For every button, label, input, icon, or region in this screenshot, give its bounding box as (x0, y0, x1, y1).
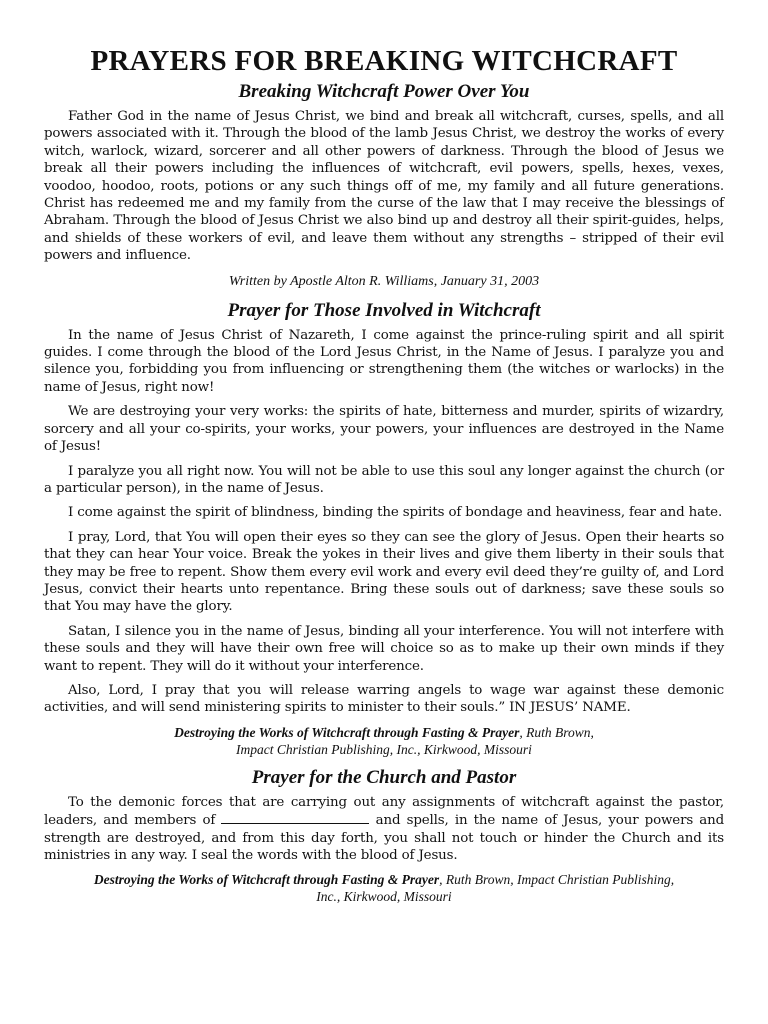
paragraph-text-after-blank: and spells, in the name of Jesus, your powers and strength are destroyed, and from this day forth, you shall not touch or hinder the Church and its ministries in any way. I seal the words with the blood of Jesus. (44, 813, 725, 863)
paragraph: Also, Lord, I pray that you will release warring angels to wage war against these demonic activities, and will send ministering spirits to minister to their souls.” IN JESUS’ NAME. (44, 682, 724, 716)
section-heading-those-involved: Prayer for Those Involved in Witchcraft (227, 299, 541, 321)
citation-author: , Ruth Brown, Impact Christian Publishing, (439, 872, 675, 888)
paragraph: In the name of Jesus Christ of Nazareth, I come against the prince-ruling spirit and all spirit guides. I come through the blood of the Lord Jesus Christ, in the Name of Jesus. I paralyze you and silence you, forbidding you from influencing or strengthening them (the witches or warlocks) in the name of Jesus, right now! (44, 327, 724, 395)
attribution: Written by Apostle Alton R. Williams, January 31, 2003 (228, 273, 540, 289)
paragraph: I paralyze you all right now. You will not be able to use this soul any longer against the church (or a particular person), in the name of Jesus. (44, 463, 724, 496)
section-heading-church-pastor: Prayer for the Church and Pastor (251, 766, 517, 788)
paragraph: We are destroying your very works: the spirits of hate, bitterness and murder, spirits of wizardry, sorcery and all your co-spirits, your works, your powers, your influences are destroyed in the Name of Jesus! (44, 404, 724, 455)
citation (44, 724, 724, 758)
citation-line-2: Impact Christian Publishing, Inc., Kirkwood, Missouri (236, 741, 532, 757)
fill-in-blank-line (221, 811, 369, 824)
paragraph: Satan, I silence you in the name of Jesus, binding all your interference. You will not interfere with these souls and they will have their own free will choice so as to make up their own minds if they want to repent. They will do it without your interference. (44, 623, 724, 674)
paragraph: I pray, Lord, that You will open their eyes so they can see the glory of Jesus. Open their hearts so that they can hear Your voice. Break the yokes in their lives and give them liberty in their souls that they may be free to repent. Show them every evil work and every evil deed they’re guilty of, and Lord Jesus, convict their hearts unto repentance. Bring these souls out of darkness; save these souls so that You may have the glory. (44, 529, 724, 615)
citation-book-title: Destroying the Works of Witchcraft through Fasting & Prayer (93, 872, 440, 888)
citation-book-title: Destroying the Works of Witchcraft through Fasting & Prayer (174, 724, 520, 740)
section-heading-breaking-witchcraft: Breaking Witchcraft Power Over You (238, 81, 530, 102)
citation-author: , Ruth Brown, (519, 724, 594, 740)
paragraph: Father God in the name of Jesus Christ, we bind and break all witchcraft, curses, spells, and all powers associated with it. Through the blood of the lamb Jesus Christ, we destroy the works of every witch, warlock, wizard, sorcerer and all other powers of darkness. Through the blood of Jesus we break all their powers including the influences of witchcraft, evil powers, spells, hexes, vexes, voodoo, hoodoo, roots, potions or any such things off of me, my family and all future generations. Christ has redeemed me and my family from the curse of the law that I may receive the blessings of Abraham. Through the blood of Jesus Christ we also bind up and destroy all their spirit-guides, helps, and shields of these workers of evil, and leave them without any strengths – stripped of their evil powers and influence. (44, 109, 724, 264)
citation-line-1 (44, 724, 724, 741)
paragraph: I come against the spirit of blindness, binding the spirits of bondage and heaviness, fear and hate. (68, 505, 723, 521)
citation-line-2: Inc., Kirkwood, Missouri (316, 889, 452, 905)
citation-line-1 (44, 871, 724, 888)
page-title: PRAYERS FOR BREAKING WITCHCRAFT (90, 45, 678, 77)
paragraph (44, 794, 724, 865)
citation (44, 871, 724, 905)
paragraph-text-before-blank: To the demonic forces that are carrying out any assignments of witchcraft against the pastor, leaders, and members of (44, 794, 724, 829)
